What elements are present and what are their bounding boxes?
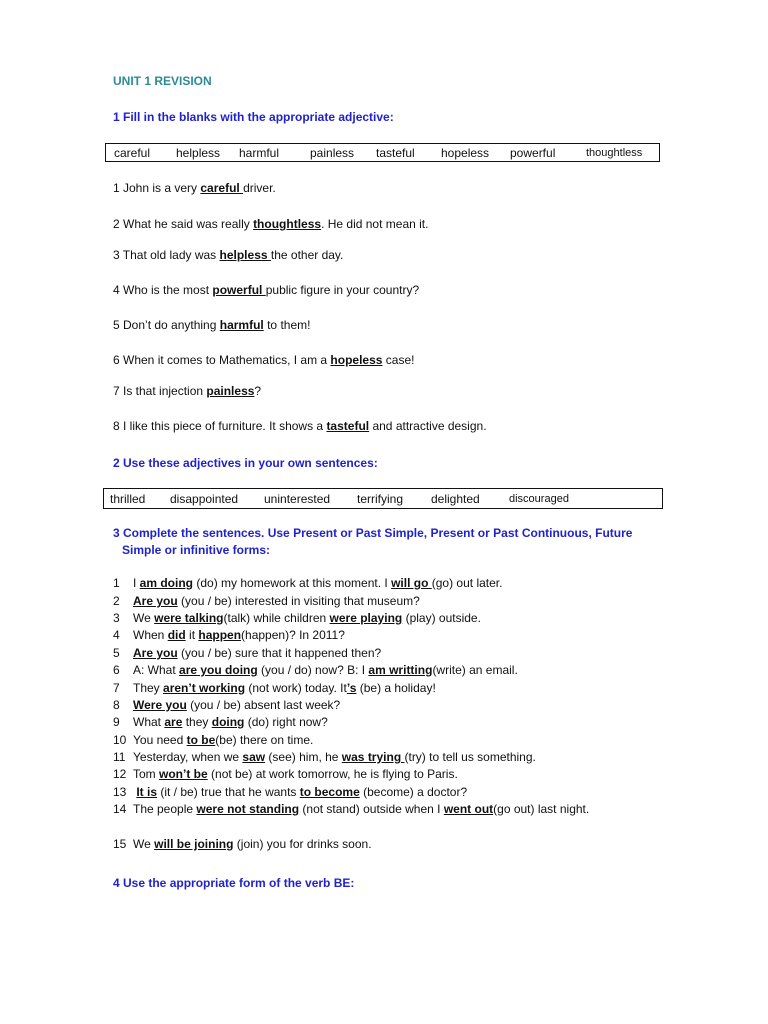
s3-text: You need <box>133 733 187 747</box>
s3-item-number: 14 <box>113 802 127 816</box>
adjective-word-box <box>105 143 660 162</box>
word-delighted: delighted <box>431 492 480 506</box>
s3-item-4 <box>113 628 345 642</box>
s3-answer: will go <box>391 576 432 590</box>
word-uninterested: uninterested <box>264 492 331 506</box>
s3-item-6 <box>113 663 518 677</box>
s3-answer: are you doing <box>179 663 258 677</box>
s3-text: We <box>133 837 155 851</box>
s3-text: (do) right now? <box>244 715 328 729</box>
word-terrifying: terrifying <box>357 492 404 506</box>
word-discouraged: discouraged <box>509 493 569 505</box>
s3-text: (you / be) sure that it happened then? <box>177 646 382 660</box>
s1-sentence-8: 8 I like this piece of furniture. It shows a tasteful and attractive design. <box>113 419 487 433</box>
s3-answer: ’s <box>346 681 357 695</box>
s3-text: (become) a doctor? <box>359 785 468 799</box>
s1-sentence-3: 3 That old lady was helpless the other day. <box>113 248 344 262</box>
s3-item-5 <box>113 646 381 660</box>
s3-item-1 <box>113 576 502 590</box>
s3-text: A: What <box>133 663 180 677</box>
s3-text: (not work) today. It <box>245 681 347 695</box>
s3-text: it <box>185 628 199 642</box>
s3-item-7 <box>113 681 436 695</box>
s3-text: (not stand) outside when I <box>299 802 444 816</box>
word-helpless: helpless <box>176 146 221 160</box>
s3-item-number: 15 <box>113 837 127 851</box>
s3-item-12 <box>113 767 458 781</box>
s3-answer: to become <box>299 785 360 799</box>
s3-answer: went out <box>443 802 494 816</box>
s3-text: (be) there on time. <box>215 733 314 747</box>
s3-text: (write) an email. <box>432 663 518 677</box>
s3-text: (play) outside. <box>402 611 481 625</box>
s3-item-number: 9 <box>113 715 120 729</box>
s3-answer: are <box>164 715 183 729</box>
section2-heading: 2 Use these adjectives in your own sentences: <box>113 456 378 470</box>
s3-text: Yesterday, when we <box>133 750 243 764</box>
s3-item-11 <box>113 750 536 764</box>
word-careful: careful <box>114 146 151 160</box>
word-tasteful: tasteful <box>376 146 415 160</box>
section3-heading-line2: Simple or infinitive forms: <box>122 543 271 557</box>
s3-item-number: 12 <box>113 767 127 781</box>
s3-answer: did <box>167 628 186 642</box>
s3-item-number: 3 <box>113 611 120 625</box>
word-thrilled: thrilled <box>110 492 146 506</box>
s3-item-number: 8 <box>113 698 120 712</box>
s3-item-number: 11 <box>113 750 126 764</box>
s3-answer: to be <box>186 733 216 747</box>
s1-sentence-1: 1 John is a very careful driver. <box>113 181 276 195</box>
s3-text: they <box>182 715 212 729</box>
s3-item-number: 7 <box>113 681 120 695</box>
s3-text: (you / be) absent last week? <box>186 698 341 712</box>
s3-item-number: 1 <box>113 576 120 590</box>
s3-text: I <box>133 576 140 590</box>
s3-text: We <box>133 611 155 625</box>
s1-sentence-7: 7 Is that injection painless? <box>113 384 262 398</box>
s3-answer: Are you <box>133 594 178 608</box>
section3-heading-line1: 3 Complete the sentences. Use Present or Past Simple, Present or Past Continuous, Future <box>113 526 633 540</box>
s3-answer: was trying <box>341 750 405 764</box>
s1-sentence-5: 5 Don’t do anything harmful to them! <box>113 318 311 332</box>
section1-heading: 1 Fill in the blanks with the appropriate adjective: <box>113 110 394 124</box>
s3-text: (go) out later. <box>431 576 503 590</box>
s3-text: The people <box>133 802 197 816</box>
s1-sentence-4: 4 Who is the most powerful public figure in your country? <box>113 283 420 297</box>
s3-answer: It is <box>136 785 158 799</box>
s3-text: (be) a holiday! <box>356 681 436 695</box>
adjective-word-box-2 <box>103 488 663 509</box>
s3-item-number: 5 <box>113 646 120 660</box>
s3-item-number: 2 <box>113 594 120 608</box>
s3-item-number: 13 <box>113 785 127 799</box>
word-thoughtless: thoughtless <box>586 147 643 159</box>
s3-item-number: 10 <box>113 733 127 747</box>
s3-answer: Were you <box>133 698 187 712</box>
s3-text: (it / be) true that he wants <box>157 785 300 799</box>
s3-text: (not be) at work tomorrow, he is flying to Paris. <box>207 767 458 781</box>
s1-sentence-6: 6 When it comes to Mathematics, I am a hopeless case! <box>113 353 415 367</box>
word-harmful: harmful <box>239 146 280 160</box>
s3-answer: won’t be <box>159 767 208 781</box>
s3-item-2 <box>113 594 420 608</box>
s3-answer: doing <box>211 715 245 729</box>
s3-text: When <box>133 628 168 642</box>
s3-item-number: 6 <box>113 663 120 677</box>
s3-item-15 <box>113 837 372 851</box>
s3-answer: am doing <box>139 576 194 590</box>
word-hopeless: hopeless <box>441 146 490 160</box>
s3-text: (talk) while children <box>223 611 330 625</box>
s3-text: (do) my homework at this moment. I <box>193 576 392 590</box>
word-painless: painless <box>310 146 355 160</box>
word-disappointed: disappointed <box>170 492 239 506</box>
s3-text: Tom <box>133 767 160 781</box>
s3-answer: Are you <box>133 646 178 660</box>
word-powerful: powerful <box>510 146 556 160</box>
s3-answer: will be joining <box>154 837 234 851</box>
s3-text: (you / be) interested in visiting that museum? <box>177 594 420 608</box>
s3-text: (try) to tell us something. <box>404 750 536 764</box>
s3-text: (happen)? In 2011? <box>241 628 345 642</box>
s3-text: They <box>133 681 164 695</box>
s3-item-3 <box>113 611 481 625</box>
s3-answer: happen <box>198 628 242 642</box>
unit-title: UNIT 1 REVISION <box>113 74 212 88</box>
s3-item-8 <box>113 698 340 712</box>
s3-item-number: 4 <box>113 628 120 642</box>
s3-answer: were talking <box>154 611 224 625</box>
s3-item-10 <box>113 733 313 747</box>
s3-text: What <box>133 715 165 729</box>
s3-item-14 <box>113 802 589 816</box>
s3-text: (you / do) now? B: I <box>257 663 369 677</box>
s3-item-9 <box>113 715 328 729</box>
s3-text: (go out) last night. <box>493 802 590 816</box>
s3-answer: am writting <box>368 663 433 677</box>
s1-sentence-2: 2 What he said was really thoughtless. He did not mean it. <box>113 217 429 231</box>
s3-answer: were playing <box>329 611 403 625</box>
s3-item-13 <box>113 785 467 799</box>
s3-answer: aren’t working <box>163 681 246 695</box>
s3-answer: were not standing <box>196 802 300 816</box>
section4-heading: 4 Use the appropriate form of the verb BE: <box>113 876 355 890</box>
s3-text: (see) him, he <box>265 750 342 764</box>
s3-answer: saw <box>242 750 266 764</box>
s3-text: (join) you for drinks soon. <box>233 837 372 851</box>
